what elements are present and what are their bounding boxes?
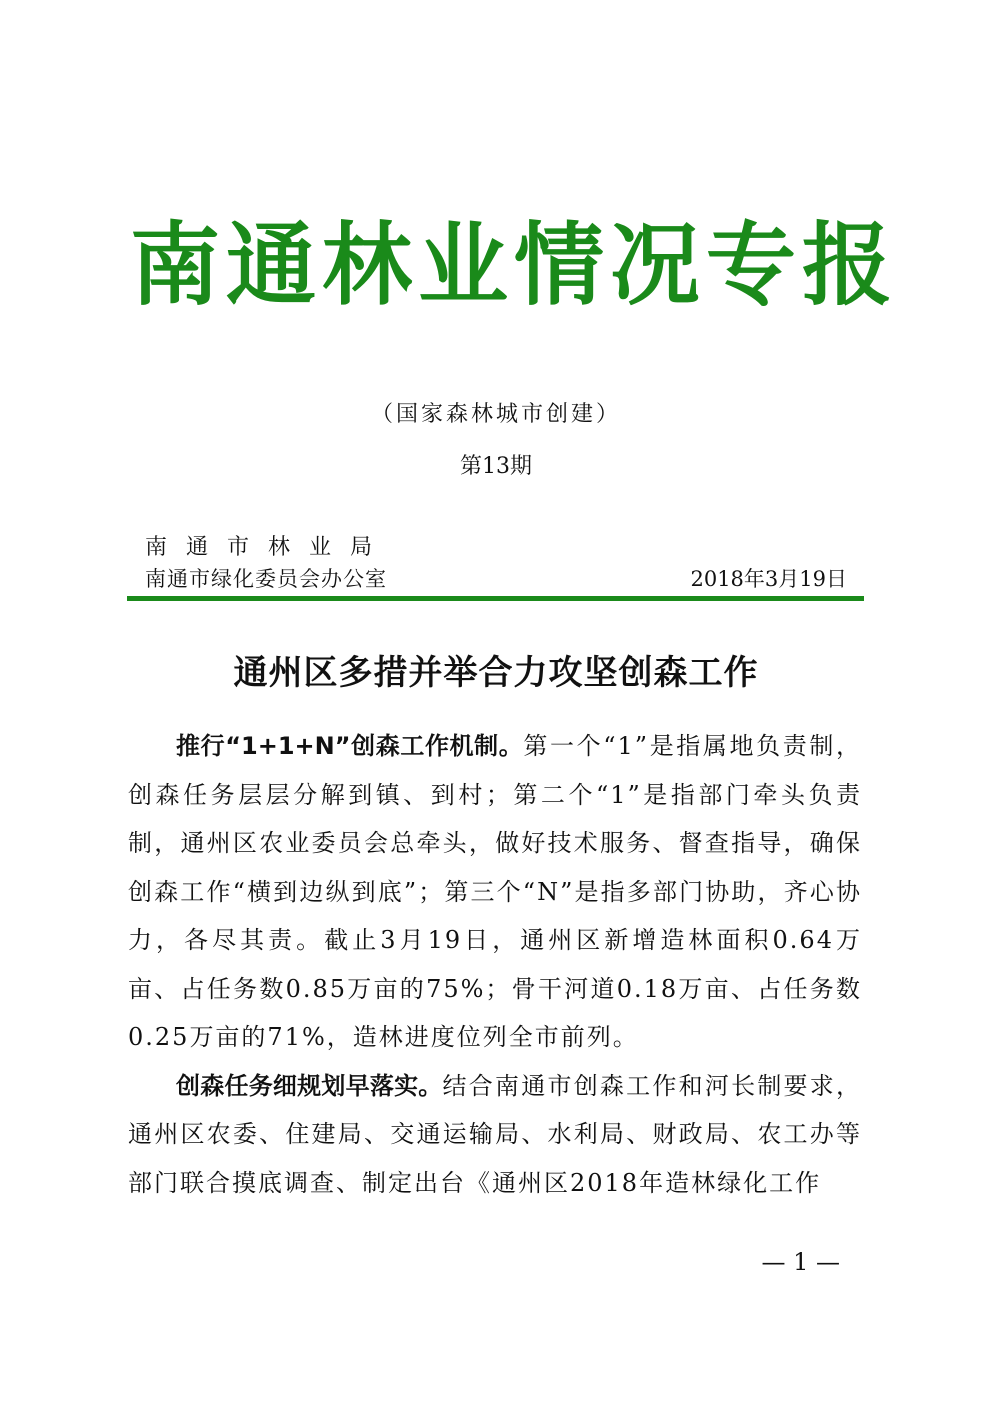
issuer-forestry-bureau: 南通市林业局 [145,535,392,560]
paragraph [128,1062,862,1208]
article-title: 通州区多措并举合力攻坚创森工作 [233,653,759,693]
page-number: — 1 — [761,1248,840,1276]
paragraph [128,722,862,1062]
issue-number: 第13期 [460,454,532,479]
subtitle: （国家森林城市创建） [370,402,621,427]
publish-date: 2018年3月19日 [690,567,847,591]
masthead-title: 南通林业情况专报 [130,212,898,318]
paragraph-text: 结合南通市创森工作和河长制要求，通州区农委、住建局、交通运输局、水利局、财政局、农工办等部门联合摸底调查、制定出台《通州区2018年造林绿化工作 [128,1071,863,1197]
paragraph-text: 第一个“1”是指属地负责制，创森任务层层分解到镇、到村；第二个“1”是指部门牵头负责制，通州区农业委员会总牵头，做好技术服务、督查指导，确保创森工作“横到边纵到底”；第三个“N”是指多部门协助，齐心协力，各尽其责。截止3月19日，通州区新增造林面积0.64万亩、占任务数0.85万亩的75%；骨干河道0.18万亩、占任务数0.25万亩的71%，造林进度位列全市前列。 [128,732,863,1051]
paragraph-lead: 推行“1+1+N”创森工作机制。 [176,732,524,760]
header-divider [127,596,864,601]
article-body [128,722,862,1207]
paragraph-lead: 创森任务细规划早落实。 [176,1071,443,1100]
issuer-greening-office: 南通市绿化委员会办公室 [145,567,387,591]
